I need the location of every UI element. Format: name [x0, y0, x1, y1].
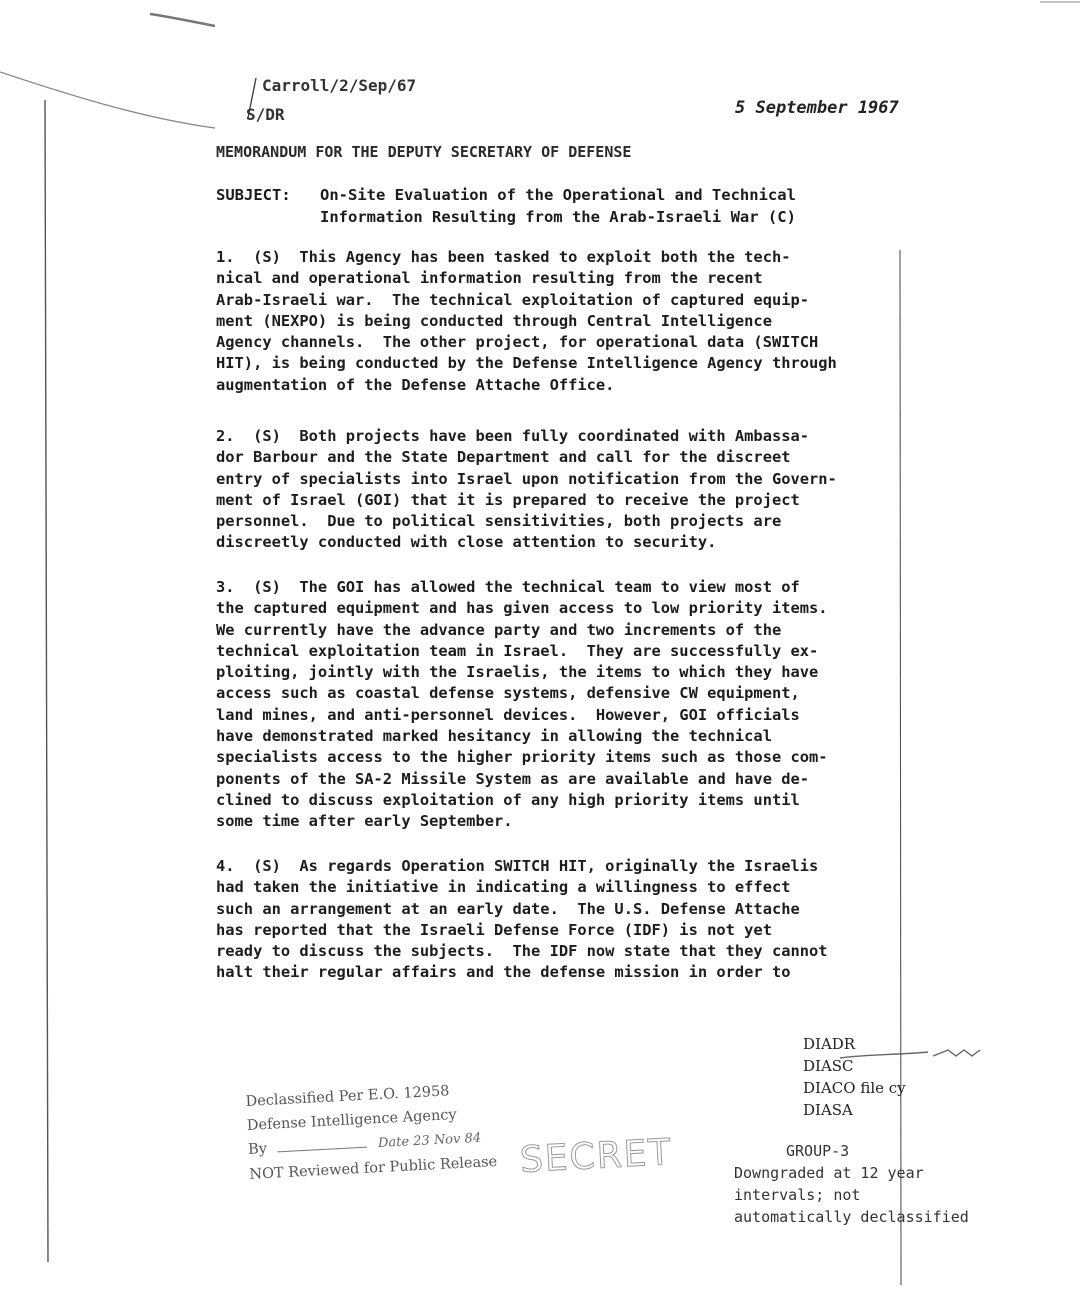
stamp-date: Date 23 Nov 84 — [377, 1130, 482, 1152]
paragraph-1: 1. (S) This Agency has been tasked to exploit both the tech- nical and operational information resulting from the recent Arab-Israeli war. The technical exploitation of captured equip- ment (NEXPO) is being conducted through Central Intelligence Agency channels. The other project, for operational data (SWITCH HIT), is being conducted by the Defense Intelligence Agency through augmentation of the Defense Attache Office. — [216, 248, 837, 394]
signature-line — [278, 1147, 368, 1153]
paragraph-2: 2. (S) Both projects have been fully coordinated with Ambassa- dor Barbour and the State Department and call for the discreet entry of specialists into Israel upon notification from the Govern- ment of Israel (GOI) that it is prepared to receive the project personnel. Due to political sensitivities, both projects are discreetly conducted with close attention to security. — [216, 427, 837, 552]
memo-subject — [216, 184, 796, 228]
office-code: S/DR — [246, 105, 285, 124]
paragraph-3: 3. (S) The GOI has allowed the technical team to view most of the captured equipment and has given access to low priority items. We currently have the advance party and two increments of the technical exploitation team in Israel. They are successfully ex- ploiting, jointly with the Israelis, the items to which they have access such as coastal defense systems, defensive CW equipment, land mines, and anti-personnel devices. However, GOI officials have demonstrated marked hesitancy in allowing the technical specialists access to the higher priority items such as those com- ponents of the SA-2 Missile System as are available and have de- clined to discuss exploitation of any high priority items until some time after early September. — [216, 578, 828, 831]
file-reference: Carroll/2/Sep/67 — [262, 76, 417, 95]
stamp-by-label: By — [247, 1140, 268, 1158]
memo-addressee: MEMORANDUM FOR THE DEPUTY SECRETARY OF DEFENSE — [216, 143, 632, 161]
stamp-line: Declassified Per E.O. 12958 — [245, 1083, 450, 1110]
group-line: intervals; not — [734, 1186, 861, 1204]
routing-item: DIACO file cy — [803, 1079, 906, 1097]
routing-item: DIADR — [803, 1035, 856, 1053]
stamp-line: Defense Intelligence Agency — [246, 1106, 458, 1134]
secret-classification-stamp: SECRET — [519, 1132, 674, 1181]
group-line: Downgraded at 12 year — [734, 1164, 924, 1182]
routing-item: DIASA — [803, 1101, 853, 1119]
memo-date: 5 September 1967 — [735, 98, 899, 118]
group-line: automatically declassified — [734, 1208, 969, 1226]
declassification-stamp — [245, 1077, 498, 1187]
downgrade-notice — [734, 1140, 969, 1228]
subject-text: On-Site Evaluation of the Operational and Technical Information Resulting from the Arab-Israeli War (C) — [320, 186, 796, 226]
group-title: GROUP-3 — [786, 1142, 850, 1160]
stamp-line: NOT Reviewed for Public Release — [249, 1153, 498, 1183]
subject-label: SUBJECT: — [216, 186, 291, 204]
paragraph-4: 4. (S) As regards Operation SWITCH HIT, originally the Israelis had taken the initiative in indicating a willingness to effect such an arrangement at an early date. The U.S. Defense Attache has reported that the Israeli Defense Force (IDF) is not yet ready to discuss the subjects. The IDF now state that they cannot halt their regular affairs and the defense mission in order to — [216, 857, 828, 982]
handwritten-strike-mark — [838, 1042, 998, 1072]
routing-item: DIASC — [803, 1057, 854, 1075]
